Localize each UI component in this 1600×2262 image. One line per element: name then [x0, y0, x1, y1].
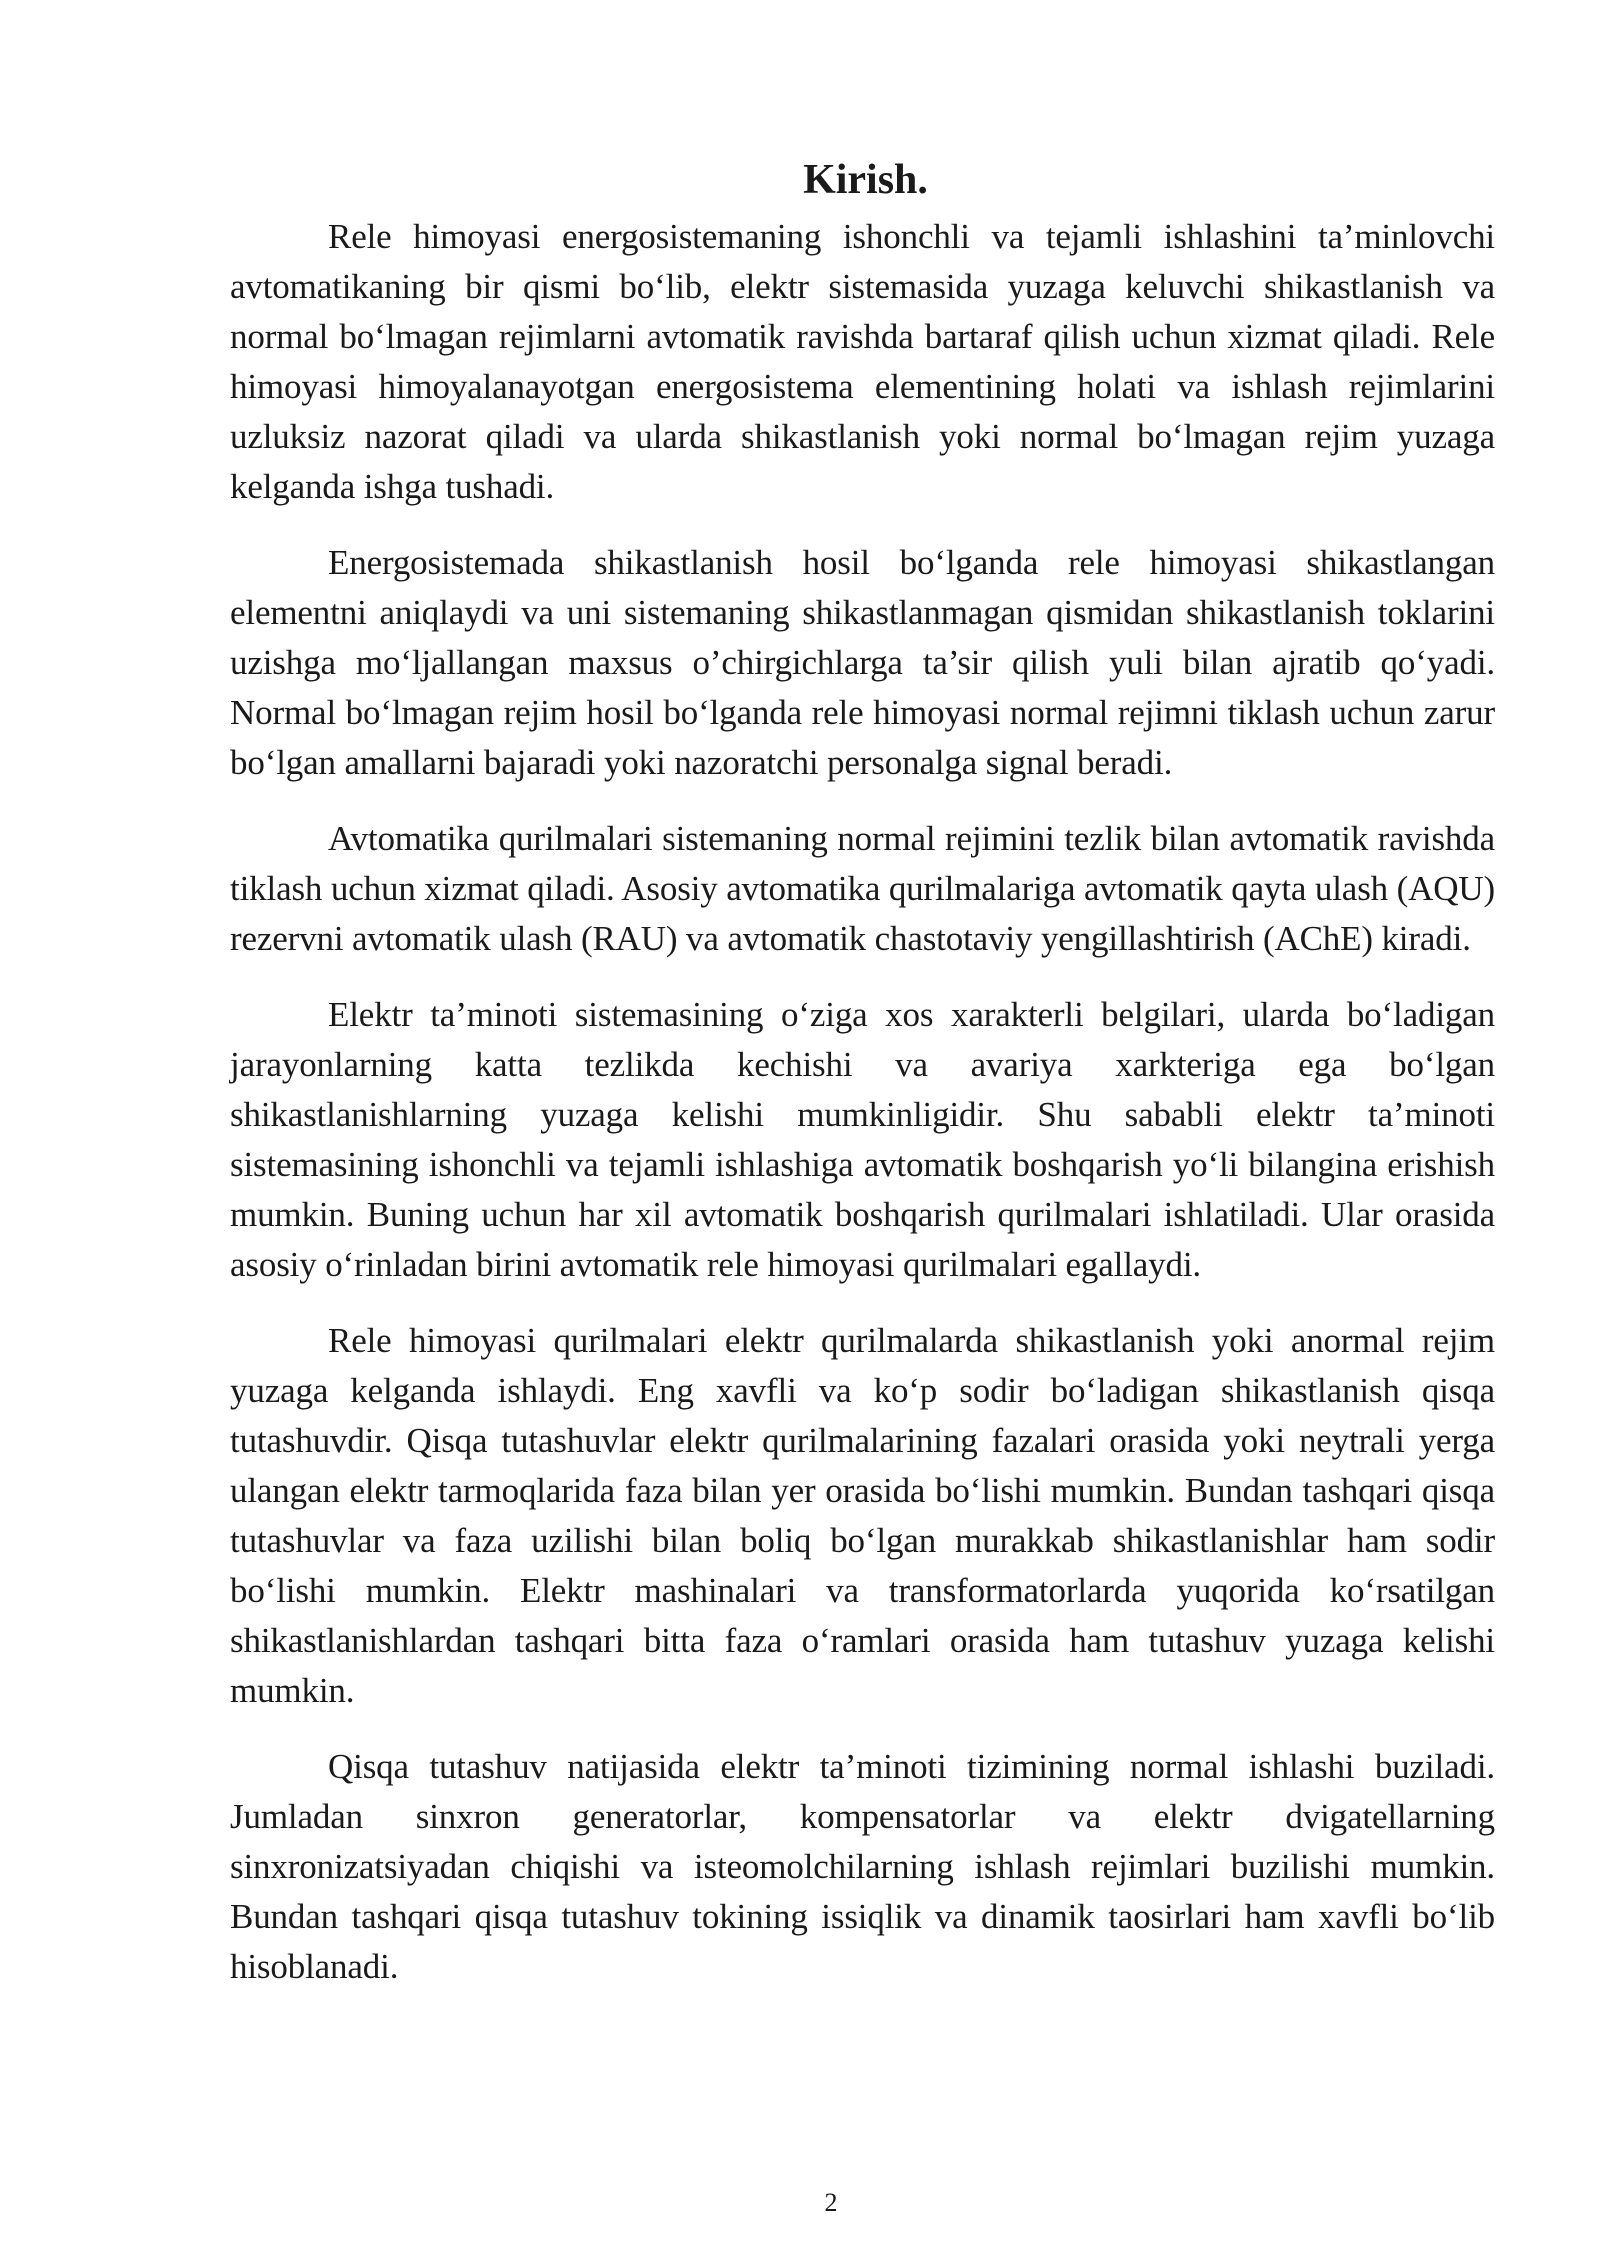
paragraph-6: Qisqa tutashuv natijasida elektr ta’minoti tizimining normal ishlashi buziladi. Jumladan sinxron generatorlar, kompensatorlar va elektr dvigatellarning sinxronizatsiyadan chiqishi va isteomolchilarning ishlash rejimlari buzilishi mumkin. Bundan tashqari qisqa tutashuv tokining issiqlik va dinamik taosirlari ham xavfli bo‘lib hisoblanadi. [230, 1747, 1495, 1986]
paragraph-1: Rele himoyasi energosistemaning ishonchli va tejamli ishlashini ta’minlovchi avtomatikaning bir qismi bo‘lib, elektr sistemasida yuzaga keluvchi shikastlanish va normal bo‘lmagan rejimlarni avtomatik ravishda bartaraf qilish uchun xizmat qiladi. Rele himoyasi himoyalanayotgan energosistema elementining holati va ishlash rejimlarini uzluksiz nazorat qiladi va ularda shikastlanish yoki normal bo‘lmagan rejim yuzaga kelganda ishga tushadi. [230, 217, 1495, 506]
paragraph-4: Elektr ta’minoti sistemasining o‘ziga xos xarakterli belgilari, ularda bo‘ladigan jarayonlarning katta tezlikda kechishi va avariya xarkteriga ega bo‘lgan shikastlanishlarning yuzaga kelishi mumkinligidir. Shu sababli elektr ta’minoti sistemasining ishonchli va tejamli ishlashiga avtomatik boshqarish yo‘li bilangina erishish mumkin. Buning uchun har xil avtomatik boshqarish qurilmalari ishlatiladi. Ular orasida asosiy o‘rinladan birini avtomatik rele himoyasi qurilmalari egallaydi. [230, 995, 1495, 1284]
paragraph-5: Rele himoyasi qurilmalari elektr qurilmalarda shikastlanish yoki anormal rejim yuzaga kelganda ishlaydi. Eng xavfli va ko‘p sodir bo‘ladigan shikastlanish qisqa tutashuvdir. Qisqa tutashuvlar elektr qurilmalarining fazalari orasida yoki neytrali yerga ulangan elektr tarmoqlarida faza bilan yer orasida bo‘lishi mumkin. Bundan tashqari qisqa tutashuvlar va faza uzilishi bilan boliq bo‘lgan murakkab shikastlanishlar ham sodir bo‘lishi mumkin. Elektr mashinalari va transformatorlarda yuqorida ko‘rsatilgan shikastlanishlardan tashqari bitta faza o‘ramlari orasida ham tutashuv yuzaga kelishi mumkin. [230, 1321, 1495, 1710]
paragraph-3: Avtomatika qurilmalari sistemaning normal rejimini tezlik bilan avtomatik ravishda tiklash uchun xizmat qiladi. Asosiy avtomatika qurilmalariga avtomatik qayta ulash (AQU) rezervni avtomatik ulash (RAU) va avtomatik chastotaviy yengillashtirish (AChE) kiradi. [230, 819, 1495, 958]
page-number: 2 [824, 2188, 838, 2217]
paragraph-2: Energosistemada shikastlanish hosil bo‘lganda rele himoyasi shikastlangan elementni aniqlaydi va uni sistemaning shikastlanmagan qismidan shikastlanish toklarini uzishga mo‘ljallangan maxsus o’chirgichlarga ta’sir qilish yuli bilan ajratib qo‘yadi. Normal bo‘lmagan rejim hosil bo‘lganda rele himoyasi normal rejimni tiklash uchun zarur bo‘lgan amallarni bajaradi yoki nazoratchi personalga signal beradi. [230, 543, 1495, 782]
page-title: Kirish. [803, 157, 928, 203]
document-page [230, 150, 1495, 2018]
